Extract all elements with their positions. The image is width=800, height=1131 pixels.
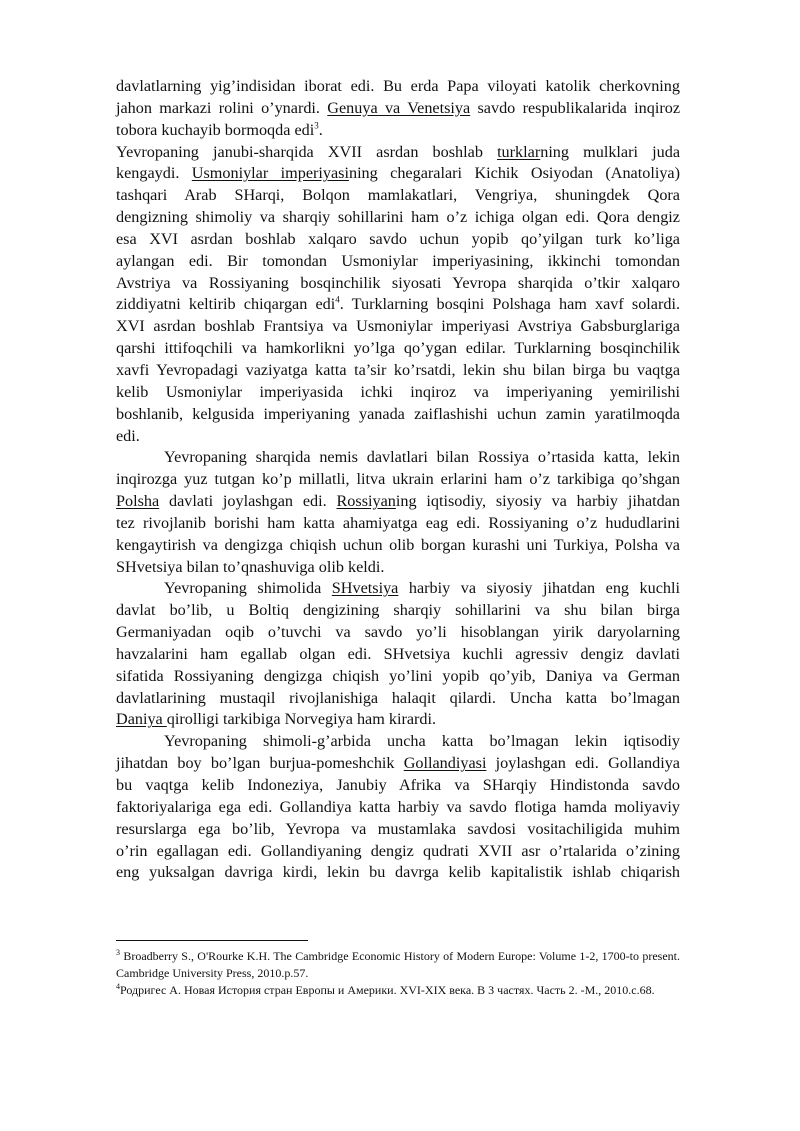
underlined-term: Gollandiyasi xyxy=(403,754,487,773)
text-line xyxy=(116,600,680,622)
footnote-marker: 3 xyxy=(116,948,120,957)
text-run: tobora kuchayib bormoqda edi xyxy=(116,120,315,139)
text-run: davlati joylashgan edi. xyxy=(159,492,337,511)
text-line xyxy=(116,644,680,666)
text-line xyxy=(116,382,680,404)
text-run: kengaydi. xyxy=(116,164,192,183)
main-text xyxy=(116,76,680,884)
footnote-line xyxy=(116,982,680,999)
text-run: Germaniyadan oqib o’tuvchi va savdo yo’li hisoblangan yirik daryolarning xyxy=(116,623,680,642)
text-run: resurslarga ega bo’lib, Yevropa va mustamlaka savdosi vositachiligida muhim xyxy=(116,819,680,838)
underlined-term: Polsha xyxy=(116,492,160,511)
footnote-marker: 4 xyxy=(335,295,340,306)
text-line xyxy=(116,819,680,841)
text-run: Yevropaning sharqida nemis davlatlari bilan Rossiya o’rtasida katta, lekin xyxy=(164,448,680,467)
text-run: aylangan edi. Bir tomondan Usmoniylar imperiyasining, ikkinchi tomondan xyxy=(116,251,680,270)
footnote-line xyxy=(116,948,680,965)
text-run: ning mulklari juda xyxy=(540,142,680,161)
text-line xyxy=(116,294,680,316)
text-run: dengizning shimoliy va sharqiy sohillarini ham o’z ichiga olgan edi. Qora dengiz xyxy=(116,208,680,227)
text-run: savdo respublikalarida inqiroz xyxy=(470,98,681,117)
text-line xyxy=(116,360,680,382)
text-line xyxy=(116,731,680,753)
text-run: Yevropaning shimolida xyxy=(164,579,332,598)
text-line xyxy=(116,797,680,819)
text-run: qarshi ittifoqchili va hamkorlikni yo’lga qo’ygan edilar. Turklarning bosqinchilik xyxy=(116,339,680,358)
text-line xyxy=(116,709,680,731)
text-line xyxy=(116,447,680,469)
text-line xyxy=(116,163,680,185)
text-line xyxy=(116,491,680,513)
text-run: boshlanib, kelgusida imperiyaning yanada zaiflashishi uchun zamin yaratilmoqda xyxy=(116,404,680,423)
text-line xyxy=(116,753,680,775)
text-run: o’rin egallagan edi. Gollandiyaning dengiz qudrati XVII asr o’rtalarida o’zining xyxy=(116,841,680,860)
text-line xyxy=(116,185,680,207)
text-run: Avstriya va Rossiyaning bosqinchilik siyosati Yevropa sharqida o’tkir xalqaro xyxy=(116,273,680,292)
text-run: davlatlarning yig’indisidan iborat edi. Bu erda Papa viloyati katolik cherkovning xyxy=(116,77,680,95)
text-run: . Turklarning bosqini Polshaga ham xavf solardi. xyxy=(339,295,681,314)
text-run: Broadberry S., O'Rourke K.H. The Cambridge Economic History of Modern Europe: Volume 1-2, 1700-to present. xyxy=(120,949,680,963)
footnotes xyxy=(116,948,680,1000)
text-line xyxy=(116,120,680,142)
text-line xyxy=(116,841,680,863)
paragraph xyxy=(116,731,680,884)
text-line xyxy=(116,426,680,448)
text-line xyxy=(116,98,680,120)
text-run: SHvetsiya bilan to’qnashuviga olib keldi. xyxy=(116,557,385,576)
text-line xyxy=(116,535,680,557)
footnote xyxy=(116,948,680,982)
text-line xyxy=(116,622,680,644)
footnote-line xyxy=(116,965,680,982)
text-line xyxy=(116,316,680,338)
text-line xyxy=(116,469,680,491)
text-run: jahon markazi rolini o’ynardi. xyxy=(116,98,328,117)
text-line xyxy=(116,229,680,251)
text-run: joylashgan edi. Gollandiya xyxy=(486,754,680,773)
text-run: sifatida Rossiyaning dengizga chiqish yo’lini yopib qo’yib, Daniya va German xyxy=(116,666,680,685)
text-run: XVI asrdan boshlab Frantsiya va Usmoniylar imperiyasi Avstriya Gabsburglariga xyxy=(116,317,680,336)
underlined-term: Daniya xyxy=(116,710,167,729)
footnote-marker: 3 xyxy=(314,120,319,131)
text-run: ning chegaralari Kichik Osiyodan (Anatoliya) xyxy=(348,164,680,183)
paragraph xyxy=(116,447,680,578)
text-line xyxy=(116,76,680,98)
text-run: kelib Usmoniylar imperiyasida ichki inqiroz va imperiyaning yemirilishi xyxy=(116,382,680,401)
text-line xyxy=(116,404,680,426)
text-line xyxy=(116,578,680,600)
text-line xyxy=(116,142,680,164)
text-line xyxy=(116,513,680,535)
text-run: Yevropaning shimoli-g’arbida uncha katta bo’lmagan lekin iqtisodiy xyxy=(164,732,680,751)
text-line xyxy=(116,338,680,360)
text-line xyxy=(116,273,680,295)
underlined-term: Usmoniylar imperiyasi xyxy=(191,164,349,183)
text-run: xavfi Yevropadagi vaziyatga katta ta’sir ko’rsatdi, lekin shu bilan birga bu vaqtga xyxy=(116,360,680,379)
text-run: davlatlarining mustaqil rivojlanishiga halaqit qilardi. Uncha katta bo’lmagan xyxy=(116,688,680,707)
text-line xyxy=(116,862,680,884)
text-run: . xyxy=(318,120,323,139)
text-run: tashqari Arab SHarqi, Bolqon mamlakatlari, Vengriya, shuningdek Qora xyxy=(116,186,680,205)
footnote-marker: 4 xyxy=(116,982,120,992)
text-run: inqirozga yuz tutgan ko’p millatli, litva ukrain erlarini ham o’z tarkibiga qo’shgan xyxy=(116,470,680,489)
text-line xyxy=(116,207,680,229)
text-line xyxy=(116,775,680,797)
underlined-term: SHvetsiya xyxy=(331,579,399,598)
underlined-term: turklar xyxy=(497,142,541,161)
text-run: faktoriyalariga ega edi. Gollandiya katta harbiy va savdo flotiga hamda moliyaviy xyxy=(116,797,680,816)
text-run: Cambridge University Press, 2010.p.57. xyxy=(116,966,309,981)
paragraph xyxy=(116,142,680,448)
text-run: harbiy va siyosiy jihatdan eng kuchli xyxy=(398,579,680,598)
footnote xyxy=(116,982,680,999)
text-run: ziddiyatni keltirib chiqargan edi xyxy=(116,295,336,314)
text-run: tez rivojlanib borishi ham katta ahamiyatga eag edi. Rossiyaning o’z hududlarini xyxy=(116,513,680,532)
text-run: qirolligi tarkibiga Norvegiya ham kirardi. xyxy=(166,710,437,729)
text-run: Yevropaning janubi-sharqida XVII asrdan boshlab xyxy=(116,142,498,161)
paragraph xyxy=(116,76,680,142)
text-run: Родригес А. Новая История стран Европы и Америки. XVI-XIX века. В 3 частях. Часть 2. -М., 2010.с.68. xyxy=(120,983,655,998)
text-run: davlat bo’lib, u Boltiq dengizining sharqiy sohillarini va shu bilan birga xyxy=(116,601,680,620)
text-line xyxy=(116,666,680,688)
text-run: kengaytirish va dengizga chiqish uchun olib borgan kurashi uni Turkiya, Polsha va xyxy=(116,535,680,554)
text-run: jihatdan boy bo’lgan burjua-pomeshchik xyxy=(116,754,404,773)
footnote-separator xyxy=(116,940,308,941)
text-line xyxy=(116,251,680,273)
text-run: eng yuksalgan davriga kirdi, lekin bu davrga kelib kapitalistik ishlab chiqarish xyxy=(116,863,680,882)
paragraph xyxy=(116,578,680,731)
underlined-term: Genuya va Venetsiya xyxy=(327,98,471,117)
text-line xyxy=(116,557,680,579)
text-run: ing iqtisodiy, siyosiy va harbiy jihatdan xyxy=(395,492,680,511)
text-run: edi. xyxy=(116,426,140,445)
underlined-term: Rossiyan xyxy=(336,492,396,511)
text-line xyxy=(116,688,680,710)
text-run: havzalarini ham egallab olgan edi. SHvetsiya kuchli agressiv dengiz davlati xyxy=(116,644,680,663)
text-run: esa XVI asrdan boshlab xalqaro savdo uchun yopib qo’yilgan turk ko’liga xyxy=(116,229,680,248)
text-run: bu vaqtga kelib Indoneziya, Janubiy Afrika va SHarqiy Hindistonda savdo xyxy=(116,776,680,794)
